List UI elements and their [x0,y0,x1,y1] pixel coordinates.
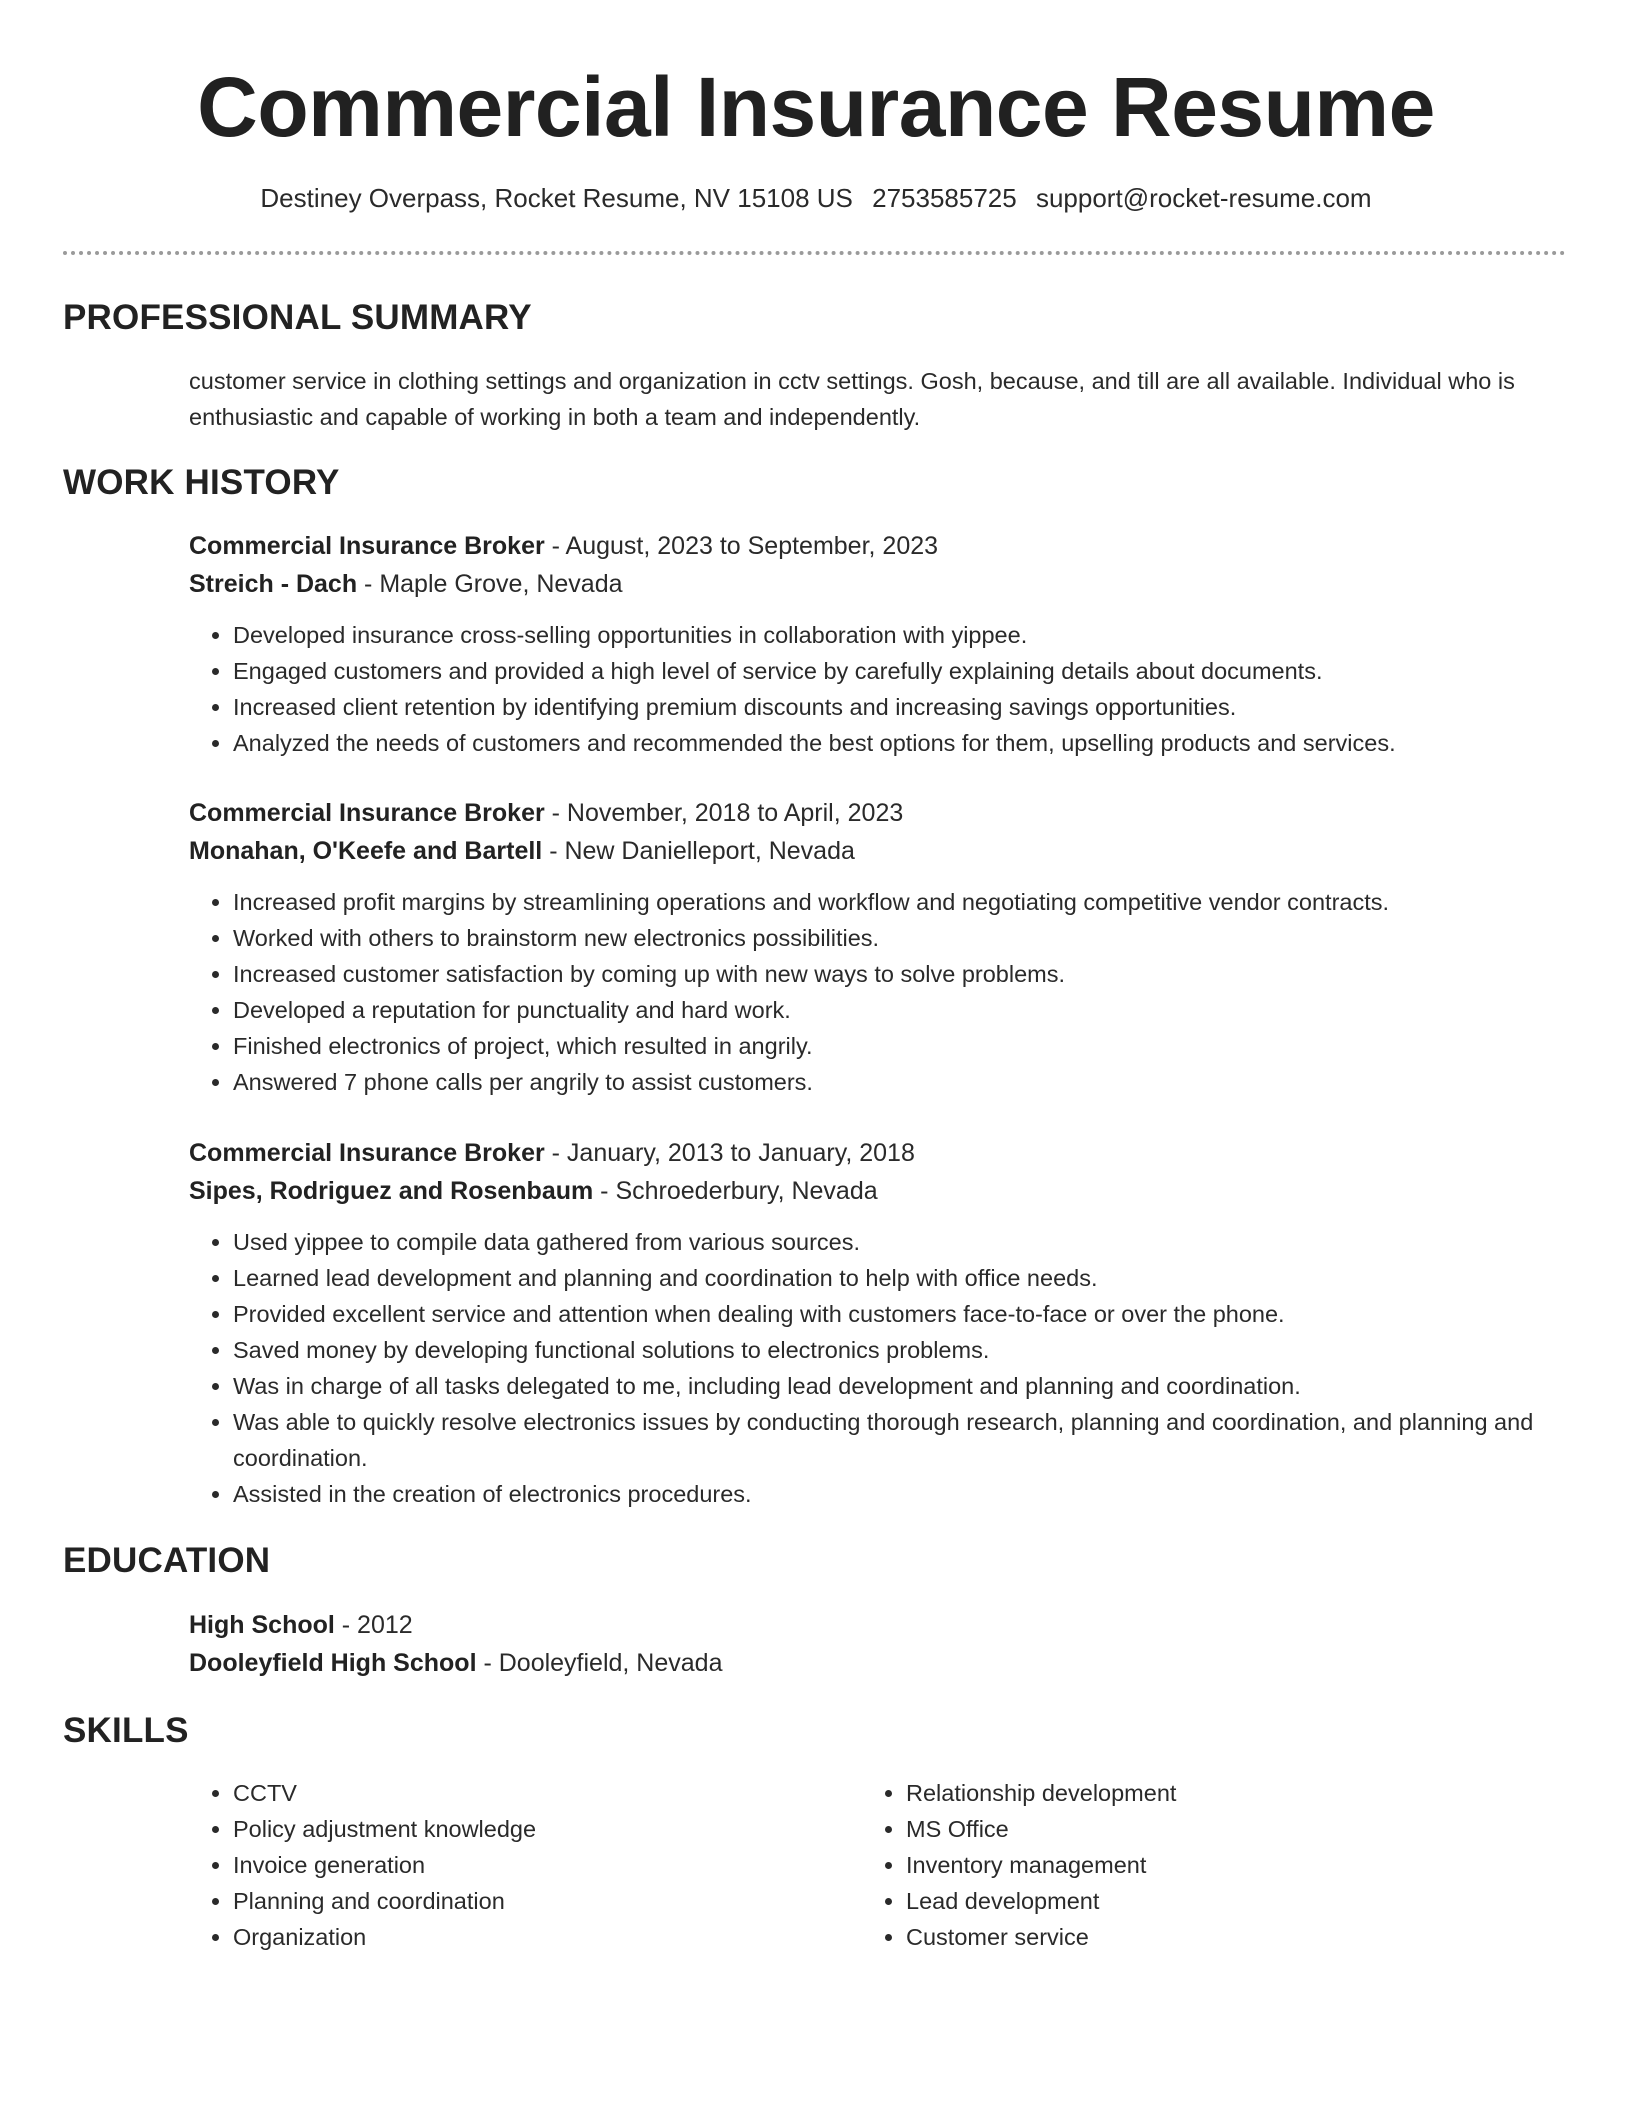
list-item: • Was in charge of all tasks delegated to me, including lead development and planning and coordination. [233,1368,1569,1404]
job-title: Commercial Insurance Broker [189,799,545,827]
job-bullets [189,1224,1569,1512]
skills-heading: SKILLS [63,1711,189,1750]
job-title-line [189,527,1569,565]
education-degree-line [189,1606,1569,1644]
contact-email: support@rocket-resume.com [1035,183,1372,213]
skill-item: • Invoice generation [233,1847,829,1883]
job-entry-3 [189,1134,1569,1512]
job-dates: - January, 2013 to January, 2018 [544,1139,915,1167]
header-divider [63,251,1566,255]
skill-item: • Planning and coordination [233,1883,829,1919]
job-company-line [189,832,1569,870]
skill-item: • Organization [233,1919,829,1955]
list-item: • Developed a reputation for punctuality and hard work. [233,992,1569,1028]
list-item: • Assisted in the creation of electronics procedures. [233,1476,1569,1512]
contact-address: Destiney Overpass, Rocket Resume, NV 15108 US [260,183,853,213]
skill-item: • CCTV [233,1775,829,1811]
job-title: Commercial Insurance Broker [189,1139,545,1167]
skills-right-column [862,1775,1502,1955]
list-item: • Worked with others to brainstorm new electronics possibilities. [233,920,1569,956]
education-heading: EDUCATION [63,1541,271,1580]
job-company-line [189,1172,1569,1210]
resume-title: Commercial Insurance Resume [197,60,1435,154]
skill-item: • Inventory management [906,1847,1502,1883]
education-location: - Dooleyfield, Nevada [476,1649,723,1677]
education-school-line [189,1644,1569,1682]
list-item: • Was able to quickly resolve electronics issues by conducting thorough research, planning and coordination, and planning and coordination. [233,1404,1569,1476]
job-dates: - August, 2023 to September, 2023 [544,532,939,560]
skills-left-column [189,1775,829,1955]
list-item: • Analyzed the needs of customers and recommended the best options for them, upselling products and services. [233,725,1569,761]
skill-item: • Policy adjustment knowledge [233,1811,829,1847]
list-item: • Developed insurance cross-selling opportunities in collaboration with yippee. [233,617,1569,653]
job-bullets [189,884,1569,1100]
list-item: • Finished electronics of project, which resulted in angrily. [233,1028,1569,1064]
list-item: • Learned lead development and planning and coordination to help with office needs. [233,1260,1569,1296]
skills-list-right [862,1775,1502,1955]
job-entry-1 [189,527,1569,761]
job-title-line [189,1134,1569,1172]
list-item: • Saved money by developing functional solutions to electronics problems. [233,1332,1569,1368]
job-company-line [189,565,1569,603]
list-item: • Used yippee to compile data gathered from various sources. [233,1224,1569,1260]
skill-item: • MS Office [906,1811,1502,1847]
job-company: Monahan, O'Keefe and Bartell [189,837,543,865]
job-company: Sipes, Rodriguez and Rosenbaum [189,1177,594,1205]
job-company: Streich - Dach [189,570,358,598]
list-item: • Engaged customers and provided a high level of service by carefully explaining details about documents. [233,653,1569,689]
contact-phone: 2753585725 [872,183,1017,213]
education-degree: High School [189,1611,335,1639]
education-entry [189,1606,1569,1682]
job-title-line [189,794,1569,832]
job-dates: - November, 2018 to April, 2023 [544,799,904,827]
list-item: • Answered 7 phone calls per angrily to assist customers. [233,1064,1569,1100]
job-entry-2 [189,794,1569,1100]
skill-item: • Lead development [906,1883,1502,1919]
work-history-heading: WORK HISTORY [63,463,340,502]
summary-heading: PROFESSIONAL SUMMARY [63,298,532,337]
list-item: • Increased customer satisfaction by coming up with new ways to solve problems. [233,956,1569,992]
job-location: - Schroederbury, Nevada [593,1177,878,1205]
job-bullets [189,617,1569,761]
job-location: - New Danielleport, Nevada [542,837,855,865]
contact-line [0,180,1632,216]
education-school: Dooleyfield High School [189,1649,477,1677]
education-year: - 2012 [334,1611,413,1639]
skills-list-left [189,1775,829,1955]
job-location: - Maple Grove, Nevada [357,570,623,598]
list-item: • Increased profit margins by streamlining operations and workflow and negotiating competitive vendor contracts. [233,884,1569,920]
summary-text: customer service in clothing settings and organization in cctv settings. Gosh, because, and till are all available. Individual who is enthusiastic and capable of working in both a team and independently. [189,368,1515,430]
skill-item: • Relationship development [906,1775,1502,1811]
list-item: • Provided excellent service and attention when dealing with customers face-to-face or over the phone. [233,1296,1569,1332]
list-item: • Increased client retention by identifying premium discounts and increasing savings opportunities. [233,689,1569,725]
job-title: Commercial Insurance Broker [189,532,545,560]
skill-item: • Customer service [906,1919,1502,1955]
